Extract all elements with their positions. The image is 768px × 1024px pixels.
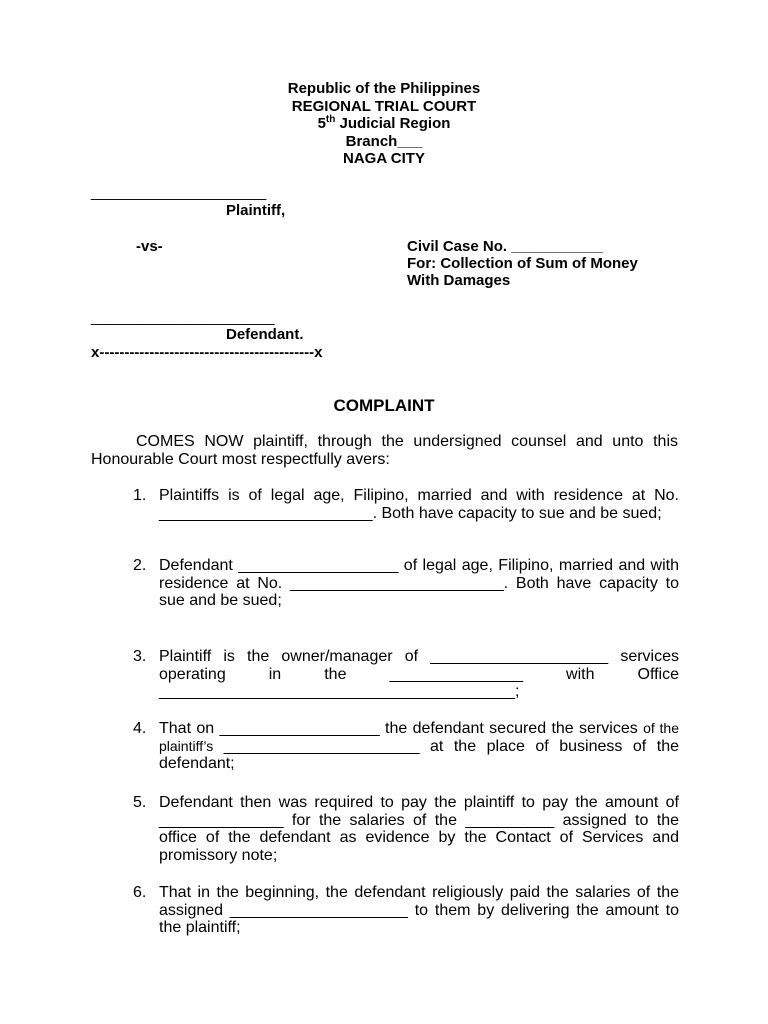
- defendant-label: Defendant.: [226, 326, 304, 343]
- item-text-part: That on __________________ the defendant secured the services: [159, 720, 644, 737]
- item-number: 1.: [133, 487, 147, 504]
- header-region: [0, 115, 768, 133]
- item-number: 4.: [133, 720, 147, 737]
- item-text: That in the beginning, the defendant religiously paid the salaries of the assigned ____________________ to them by delivering the amount to the plaintiff;: [159, 884, 679, 936]
- header-court: REGIONAL TRIAL COURT: [291, 97, 477, 115]
- plaintiff-blank: _____________________: [91, 184, 267, 201]
- item-text-part: ______________________ at the place of business of the defendant;: [159, 737, 679, 772]
- list-item: [133, 487, 679, 522]
- intro-paragraph: COMES NOW plaintiff, through the undersigned counsel and unto this Honourable Court most respectfully avers:: [91, 433, 678, 468]
- item-text: Defendant __________________ of legal age, Filipino, married and with residence at No. ________________________. Both have capacity to sue and be sued;: [159, 557, 679, 609]
- header-region-num: 5: [317, 115, 326, 132]
- list-item: [133, 884, 679, 937]
- item-text: Plaintiff is the owner/manager of ____________________ services operating in the _______________ with Office ________________________________________;: [159, 648, 679, 700]
- plaintiff-label: Plaintiff,: [226, 202, 286, 219]
- header-region-sup: th: [325, 114, 336, 125]
- item-text-part: of the plaintiff’s: [159, 720, 679, 754]
- document-title: COMPLAINT: [333, 396, 435, 415]
- item-text: Plaintiffs is of legal age, Filipino, married and with residence at No. ________________________. Both have capacity to sue and be sued;: [159, 487, 679, 522]
- caption-divider: x-------------------------------------------x: [91, 344, 323, 361]
- header-city: NAGA CITY: [343, 150, 425, 167]
- item-number: 2.: [133, 557, 147, 574]
- item-text: [159, 720, 679, 773]
- item-text: Defendant then was required to pay the plaintiff to pay the amount of ______________ for the salaries of the __________ assigned to the office of the defendant as evidence by the Contact of Services and promissory note;: [159, 794, 679, 864]
- header-branch: Branch___: [345, 132, 423, 150]
- list-item: [133, 557, 679, 610]
- list-item: [133, 648, 679, 701]
- header-republic: Republic of the Philippines: [287, 80, 481, 97]
- list-item: [133, 720, 679, 773]
- header-region-rest: Judicial Region: [335, 115, 451, 132]
- item-number: 3.: [133, 648, 147, 665]
- vs-label: -vs-: [136, 238, 163, 255]
- list-item: [133, 794, 679, 864]
- case-nature-line1: For: Collection of Sum of Money: [407, 255, 638, 272]
- case-nature-line2: With Damages: [407, 272, 511, 289]
- civil-case-no: Civil Case No. ___________: [407, 238, 603, 255]
- defendant-blank: ______________________: [91, 309, 275, 326]
- item-number: 5.: [133, 794, 147, 811]
- item-number: 6.: [133, 884, 147, 901]
- court-header: [0, 80, 768, 168]
